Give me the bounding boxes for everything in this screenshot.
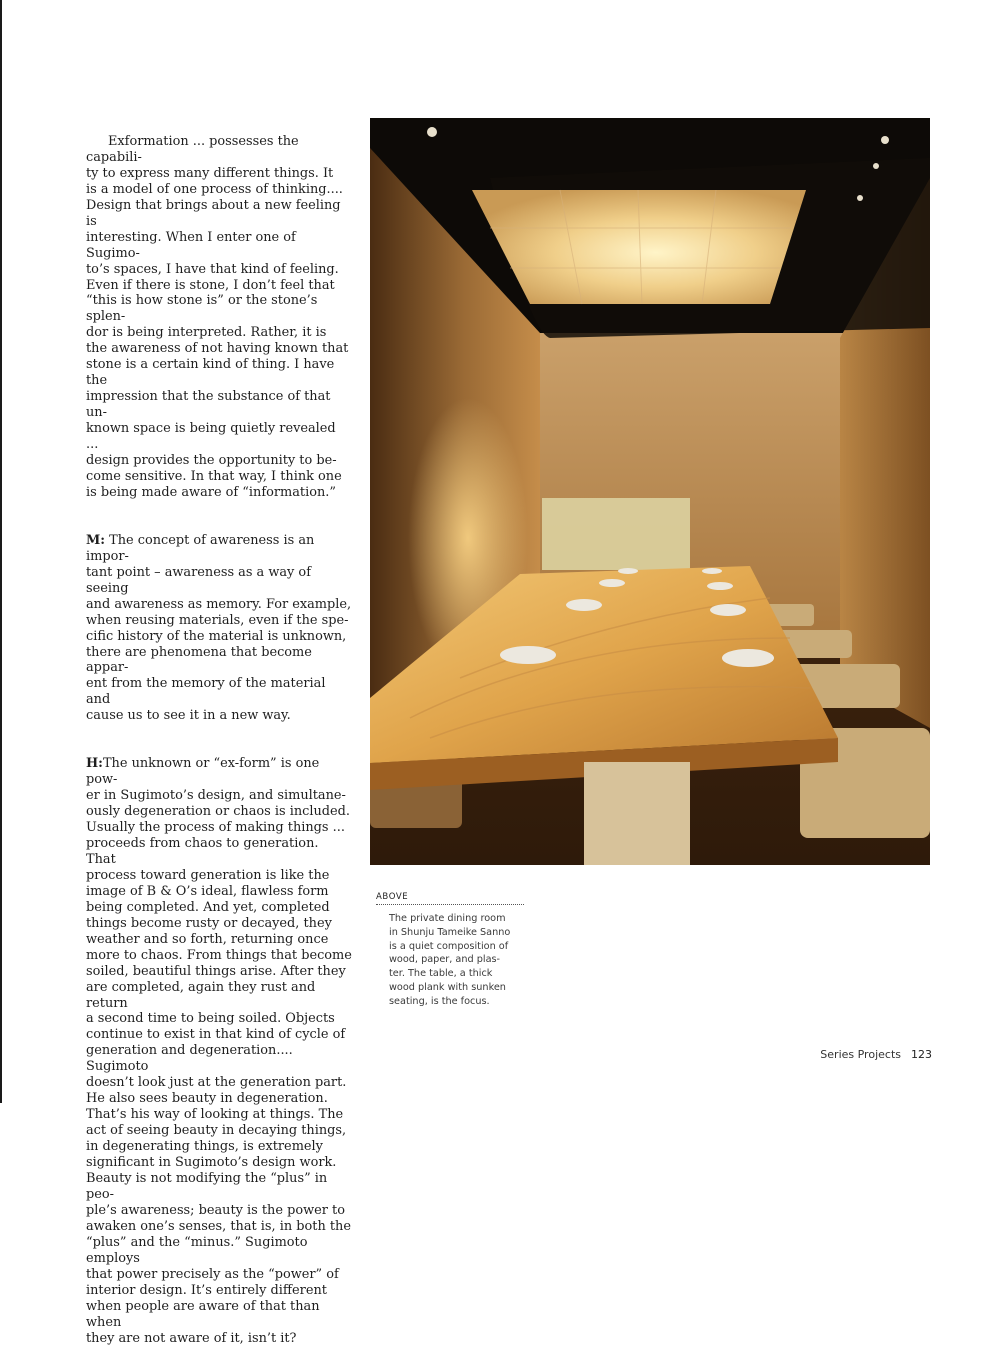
- dining-room-photo: [370, 118, 930, 865]
- caption-tag: ABOVE: [376, 892, 524, 905]
- paragraph-1: [86, 134, 352, 501]
- article-column: [86, 118, 352, 1362]
- page-footer: [820, 1048, 932, 1061]
- paragraph-2-text: The concept of awareness is an impor- tant point – awareness as a way of seeing and awareness as memory. For example, when reusing materials, even if the spe- cific history of the material is unknown, there are phenomena that become appar- ent from the memory of the material and cause us to see it in a new way.: [86, 532, 352, 724]
- page-number: 123: [911, 1048, 932, 1061]
- paragraph-1-text: Exformation ... possesses the capabili- ty to express many different things. It is a model of one process of thinking.... Design that brings about a new feeling is interesting. When I enter one of Sugimo- to’s spaces, I have that kind of feeling. Even if there is stone, I don’t feel that “this is how stone is” or the stone’s splen- dor is being interpreted. Rather, it is the awareness of not having known that stone is a certain kind of thing. I have the impression that the substance of that un- known space is being quietly revealed ... design provides the opportunity to be- come sensitive. In that way, I think one is being made aware of “information.”: [86, 133, 349, 500]
- page-edge-line: [0, 0, 2, 1103]
- paragraph-3-text: The unknown or “ex-form” is one pow- er in Sugimoto’s design, and simultane- ously degeneration or chaos is included. Usually the process of making things ... proceeds from chaos to generation. That process toward generation is like the image of B & O’s ideal, flawless form being completed. And yet, completed things become rusty or decayed, they weather and so forth, returning once more to chaos. From things that become soiled, beautiful things arise. After they are completed, again they rust and return a second time to being soiled. Objects continue to exist in that kind of cycle of generation and degeneration.... Sugimoto doesn’t look just at the generation part. He also sees beauty in degeneration. That’s his way of looking at things. The act of seeing beauty in decaying things, in degenerating things, is extremely significant in Sugimoto’s design work. Beauty is not modifying the “plus” in peo- ple’s awareness; beauty is the power to awaken one’s senses, that is, in both the “plus” and the “minus.” Sugimoto employs that power precisely as the “power” of interior design. It’s entirely different when people are aware of that than when they are not aware of it, isn’t it?: [86, 756, 352, 1346]
- paragraph-2: [86, 533, 352, 724]
- paragraph-3: [86, 756, 352, 1346]
- photo-caption: The private dining room in Shunju Tameike Sanno is a quiet composition of wood, paper, and plas- ter. The table, a thick wood plank with sunken seating, is the focus.: [389, 913, 511, 1007]
- section-title: Series Projects: [820, 1048, 901, 1061]
- speaker-h: H:: [86, 756, 103, 772]
- speaker-m: M:: [86, 532, 106, 548]
